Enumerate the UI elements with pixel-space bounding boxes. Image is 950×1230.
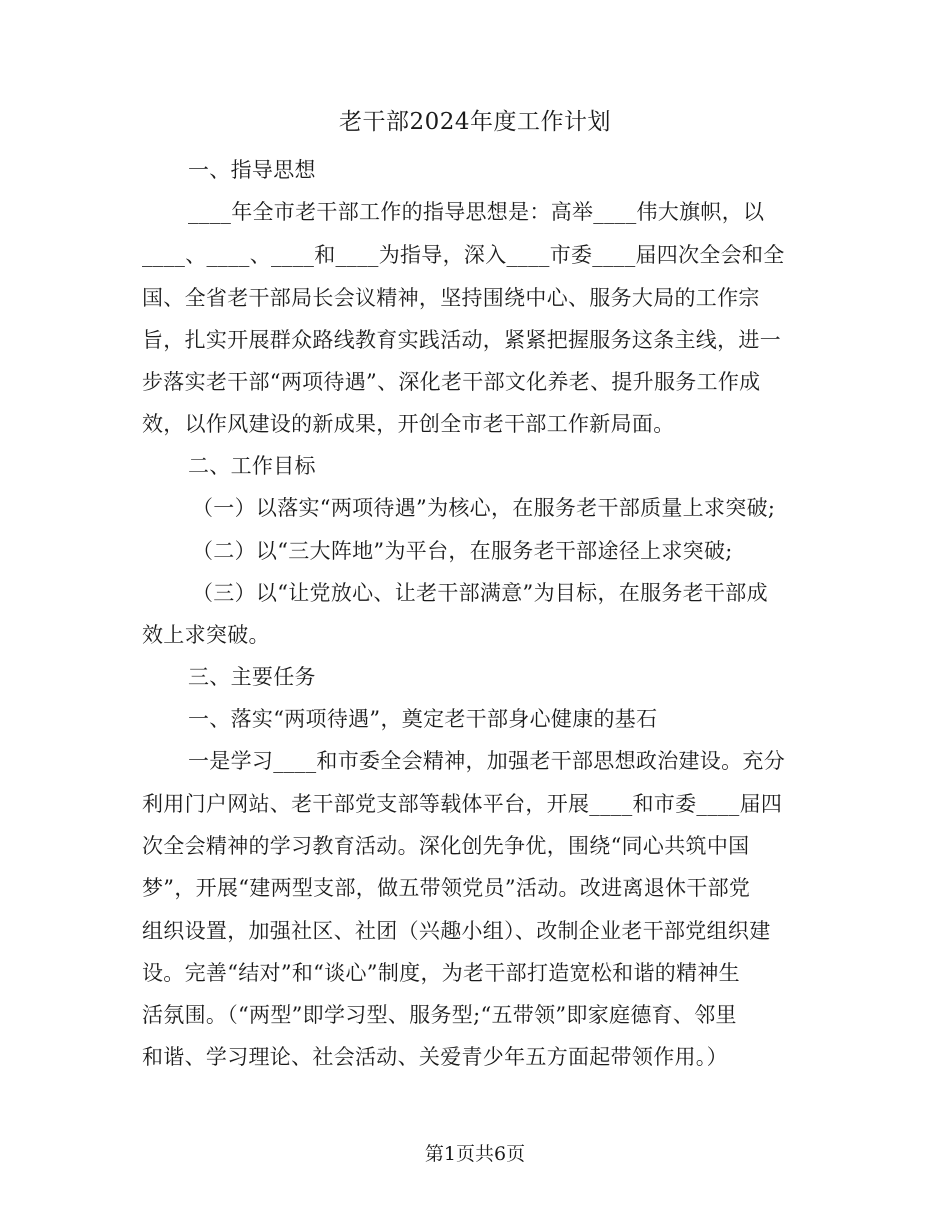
paragraph-line: 利用门户网站、老干部党支部等载体平台，开展____和市委____届四	[142, 792, 783, 816]
paragraph-line: ____、____、____和____为指导，深入____市委____届四次全会和全	[142, 243, 785, 267]
paragraph-line: 和谐、学习理论、社会活动、关爱青少年五方面起带领作用。）	[142, 1045, 728, 1069]
section-heading-work-goals: 二、工作目标	[188, 454, 316, 478]
paragraph-line: 旨，扎实开展群众路线教育实践活动，紧紧把握服务这条主线，进一	[142, 328, 781, 352]
goal-line: （二）以“三大阵地”为平台，在服务老干部途径上求突破;	[192, 539, 733, 563]
document-title: 老干部2024年度工作计划	[338, 109, 612, 135]
paragraph-line: 效，以作风建设的新成果，开创全市老干部工作新局面。	[142, 412, 675, 436]
goal-line: （三）以“让党放心、让老干部满意”为目标，在服务老干部成	[192, 581, 768, 605]
paragraph-line: 设。完善“结对”和“谈心”制度，为老干部打造宽松和谐的精神生	[142, 961, 740, 985]
page-number-footer: 第1页共6页	[424, 1143, 526, 1165]
paragraph-line: 梦”，开展“建两型支部，做五带领党员”活动。改进离退休干部党	[142, 876, 751, 900]
paragraph-line: 国、全省老干部局长会议精神，坚持围绕中心、服务大局的工作宗	[142, 286, 760, 310]
section-heading-guiding-thought: 一、指导思想	[188, 158, 316, 182]
paragraph-line: 组织设置，加强社区、社团（兴趣小组）、改制企业老干部党组织建	[142, 919, 771, 943]
goal-line: （一）以落实“两项待遇”为核心，在服务老干部质量上求突破;	[192, 496, 776, 520]
goal-line: 效上求突破。	[142, 623, 270, 647]
paragraph-line: 步落实老干部“两项待遇”、深化老干部文化养老、提升服务工作成	[142, 370, 761, 394]
paragraph-line: 活氛围。（“两型”即学习型、服务型;“五带领”即家庭德育、邻里	[142, 1003, 737, 1027]
paragraph-line: 次全会精神的学习教育活动。深化创先争优，围绕“同心共筑中国	[142, 834, 750, 858]
paragraph-line: 一是学习____和市委全会精神，加强老干部思想政治建设。充分	[188, 749, 785, 773]
task-heading: 一、落实“两项待遇”，奠定老干部身心健康的基石	[188, 707, 658, 731]
paragraph-line: ____年全市老干部工作的指导思想是：高举____伟大旗帜，以	[188, 200, 765, 224]
section-heading-main-tasks: 三、主要任务	[188, 665, 316, 689]
